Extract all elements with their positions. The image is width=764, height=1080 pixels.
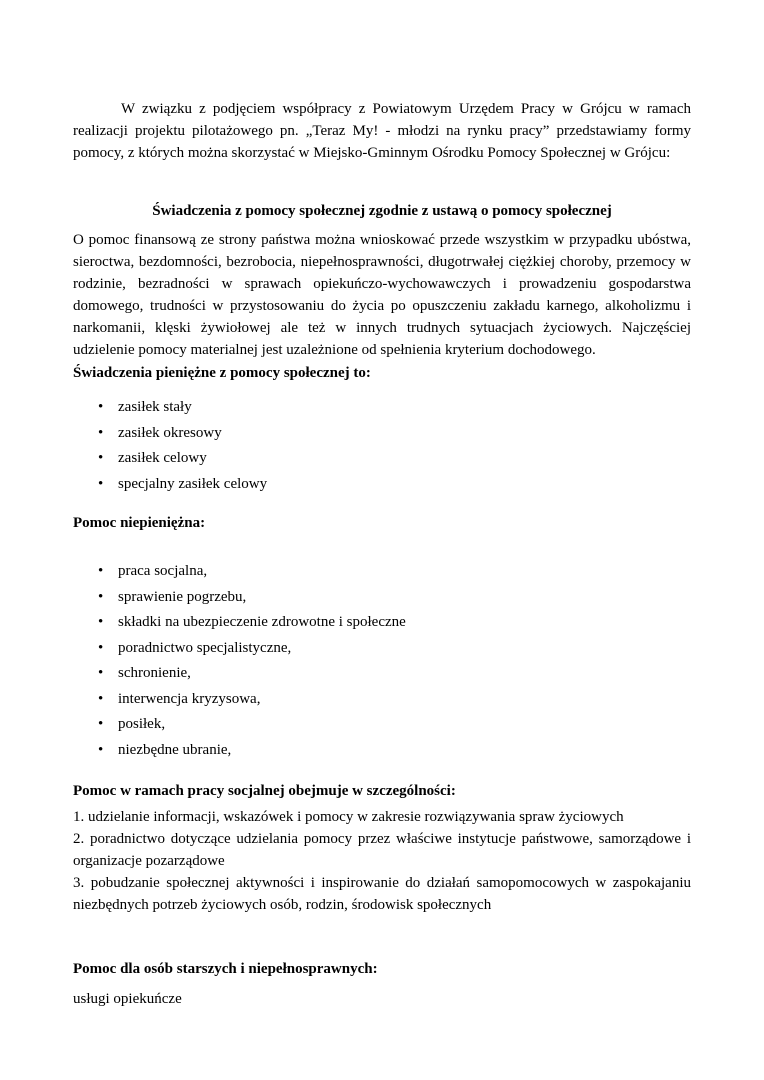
list-item-text: zasiłek okresowy bbox=[118, 424, 222, 441]
list-item-text: posiłek, bbox=[118, 716, 166, 732]
body-paragraph: O pomoc finansową ze strony państwa można wnioskować przede wszystkim w przypadku ubóstwa, sieroctwa, bezdomności, bezrobocia, niepełnosprawności, długotrwałej ciężkiej choroby, przemocy w rodzinie, bezradności w sprawach opiekuńczo-wychowawczych i prowadzeniu gospodarstwa domowego, trudności w przystosowaniu do życia po opuszczeniu zakładu karnego, alkoholizmu i narkomanii, klęski żywiołowej ale też w innych trudnych sytuacjach życiowych. Najczęściej udzielenie pomocy materialnej jest uzależnione od spełnienia kryterium dochodowego. bbox=[73, 232, 691, 358]
list-item bbox=[98, 611, 406, 637]
list-item-text: zasiłek celowy bbox=[118, 450, 207, 466]
numbered-item: 3. pobudzanie społecznej aktywności i inspirowanie do działań samopomocowych w zaspokajaniu niezbędnych potrzeb życiowych osób, rodzin, środowisk społecznych bbox=[73, 875, 691, 913]
list-item-text: schronienie, bbox=[118, 665, 191, 681]
list-item bbox=[98, 713, 406, 739]
numbered-item: 1. udzielanie informacji, wskazówek i pomocy w zakresie rozwiązywania spraw życiowych bbox=[73, 809, 624, 825]
list-item bbox=[98, 662, 406, 688]
list-item bbox=[98, 473, 267, 499]
list-item-text: zasiłek stały bbox=[118, 399, 192, 415]
bullet-icon: • bbox=[98, 563, 104, 579]
bullet-icon: • bbox=[98, 639, 104, 656]
social-work-heading: Pomoc w ramach pracy socjalnej obejmuje w szczególności: bbox=[73, 783, 456, 799]
cash-benefits-list bbox=[98, 396, 267, 498]
list-item bbox=[98, 688, 406, 714]
bullet-icon: • bbox=[98, 588, 104, 605]
list-item-text: składki na ubezpieczenie zdrowotne i społeczne bbox=[118, 614, 406, 630]
list-item bbox=[98, 739, 406, 765]
bullet-icon: • bbox=[98, 690, 104, 707]
list-item-text: praca socjalna, bbox=[118, 563, 208, 579]
bullet-icon: • bbox=[98, 450, 104, 466]
list-item-text: niezbędne ubranie, bbox=[118, 741, 232, 758]
social-work-list bbox=[73, 806, 691, 916]
non-cash-list bbox=[98, 560, 406, 764]
non-cash-heading: Pomoc niepieniężna: bbox=[73, 515, 206, 531]
bullet-icon: • bbox=[98, 475, 104, 492]
list-item bbox=[98, 560, 406, 586]
numbered-item: 2. poradnictwo dotyczące udzielania pomocy przez właściwe instytucje państwowe, samorządowe i organizacje pozarządowe bbox=[73, 831, 691, 869]
list-item-text: specjalny zasiłek celowy bbox=[118, 475, 268, 492]
bullet-icon: • bbox=[98, 741, 104, 758]
bullet-icon: • bbox=[98, 614, 104, 630]
bullet-icon: • bbox=[98, 716, 104, 732]
list-item-text: poradnictwo specjalistyczne, bbox=[118, 639, 292, 656]
bullet-icon: • bbox=[98, 399, 104, 415]
list-item-text: interwencja kryzysowa, bbox=[118, 690, 261, 707]
list-item-text: sprawienie pogrzebu, bbox=[118, 588, 247, 605]
list-item bbox=[98, 447, 267, 473]
list-item bbox=[98, 396, 267, 422]
bullet-icon: • bbox=[98, 665, 104, 681]
bullet-icon: • bbox=[98, 424, 104, 441]
intro-paragraph: W związku z podjęciem współpracy z Powiatowym Urzędem Pracy w Grójcu w ramach realizacji projektu pilotażowego pn. „Teraz My! - młodzi na rynku pracy” przedstawiamy formy pomocy, z których można skorzystać w Miejsko-Gminnym Ośrodku Pomocy Społecznej w Grójcu: bbox=[73, 101, 691, 161]
list-item bbox=[98, 586, 406, 612]
elderly-text: usługi opiekuńcze bbox=[73, 991, 182, 1007]
list-item bbox=[98, 637, 406, 663]
elderly-heading: Pomoc dla osób starszych i niepełnosprawnych: bbox=[73, 961, 378, 977]
list-item bbox=[98, 422, 267, 448]
cash-benefits-heading: Świadczenia pieniężne z pomocy społecznej to: bbox=[73, 365, 371, 381]
section-title: Świadczenia z pomocy społecznej zgodnie z ustawą o pomocy społecznej bbox=[152, 203, 612, 219]
